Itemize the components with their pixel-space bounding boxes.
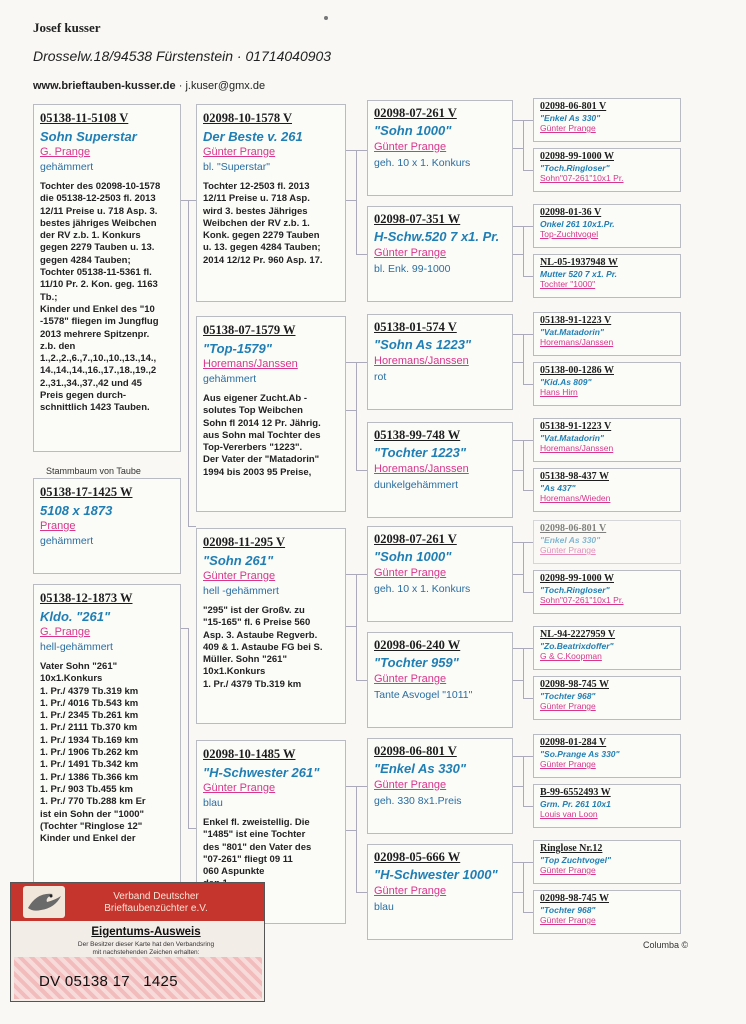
ring-number: 02098-07-261 V — [374, 532, 457, 546]
pigeon-name: Sohn Superstar — [40, 129, 137, 144]
breeder: Sohn"07-261"10x1 Pr. — [540, 595, 624, 605]
description: Tochter 12-2503 fl. 2013 12/11 Preise u. 718 Asp. wird 3. bestes Jähriges Weibchen der RV z.b. 1. Konk. gegen 2279 Tauben u. 13. gegen 4284 Tauben; 2014 12/12 Pr. 960 Asp. 17. — [203, 181, 323, 266]
connector-line — [356, 470, 367, 471]
breeder: Günter Prange — [374, 247, 447, 259]
connector-line — [188, 526, 196, 527]
connector-line — [356, 786, 357, 892]
pigeon-name: Onkel 261 10x1.Pr. — [540, 219, 615, 229]
ancestor-card — [533, 520, 681, 564]
pigeon-name: "Top-1579" — [203, 341, 272, 356]
connector-line — [356, 254, 367, 255]
dot-mark — [324, 16, 328, 20]
ring-number: 05138-12-1873 W — [40, 591, 133, 605]
pigeon-name: "Vat.Matadorin" — [540, 327, 604, 337]
connector-line — [346, 200, 356, 201]
breeder: Tochter "1000" — [540, 279, 596, 289]
pigeon-name: "Tochter 1223" — [374, 445, 467, 460]
color: gehämmert — [40, 535, 94, 547]
breeder: Günter Prange — [203, 570, 276, 582]
breeder: Hans Hirn — [540, 387, 578, 397]
breeder: Günter Prange — [374, 567, 447, 579]
breeder: Günter Prange — [374, 779, 447, 791]
stammbaum-label: Stammbaum von Taube — [46, 466, 141, 476]
footer-brand: Columba © — [643, 940, 689, 950]
pigeon-name: "Kid.As 809" — [540, 377, 592, 387]
ring-number: 05138-91-1223 V — [540, 315, 612, 326]
card-title: Eigentums-Ausweis — [91, 926, 201, 938]
connector-line — [523, 384, 533, 385]
pigeon-name: "Enkel As 330" — [540, 113, 601, 123]
breeder: Louis van Loon — [540, 809, 598, 819]
email-link[interactable]: j.kuser@gmx.de — [185, 80, 266, 92]
connector-line — [523, 592, 533, 593]
color: geh. 10 x 1. Konkurs — [374, 157, 471, 169]
breeder: Günter Prange — [203, 782, 276, 794]
connector-line — [346, 626, 356, 627]
connector-line — [356, 574, 357, 680]
breeder: Günter Prange — [540, 759, 596, 769]
pigeon-name: "Toch.Ringloser" — [540, 585, 610, 595]
ring-number: 02098-06-240 W — [374, 638, 461, 652]
grandparent-card — [367, 632, 513, 728]
ring-number: 02098-07-351 W — [374, 212, 461, 226]
ring-number: 02098-05-666 W — [374, 850, 461, 864]
grandparent-card — [367, 422, 513, 518]
connector-line — [346, 410, 356, 411]
pigeon-name: H-Schw.520 7 x1. Pr. — [374, 229, 500, 244]
ancestor-card — [533, 840, 681, 884]
ring-number: 02098-06-801 V — [374, 744, 457, 758]
ring-number: 05138-17-1425 W — [40, 485, 133, 499]
color: hell-gehämmert — [40, 641, 113, 653]
ring-number: 05138-07-1579 W — [203, 323, 296, 337]
ownership-card — [10, 882, 265, 1002]
ancestor-card — [533, 468, 681, 512]
ring-number: 05138-91-1223 V — [540, 421, 612, 432]
connector-line — [356, 362, 357, 470]
pigeon-name: "So.Prange As 330" — [540, 749, 620, 759]
pigeon-name: "As 437" — [540, 483, 576, 493]
parent-card — [196, 528, 346, 724]
color: geh. 10 x 1. Konkurs — [374, 583, 471, 595]
description: "295" ist der Großv. zu "15-165" fl. 6 Preise 560 Asp. 3. Astaube Regverb. 409 & 1. Astaube FG bei S. Müller. Sohn "261" 10x1.Konkurs 1. Pr./ 4379 Tb.319 km — [203, 605, 323, 690]
breeder: G & C.Koopman — [540, 651, 602, 661]
breeder: Günter Prange — [540, 865, 596, 875]
card-ring-id: DV 05138 17 1425 — [39, 973, 178, 990]
pigeon-name: "H-Schwester 261" — [203, 765, 320, 780]
mate-card — [33, 478, 181, 574]
pigeon-name: Der Beste v. 261 — [203, 129, 303, 144]
grandparent-card — [367, 206, 513, 302]
separator: · — [178, 80, 183, 92]
color: bl. Enk. 99-1000 — [374, 263, 451, 275]
ancestor-card — [533, 312, 681, 356]
pigeon-logo-icon — [23, 886, 65, 918]
ring-number: 02098-11-295 V — [203, 535, 286, 549]
connector-line — [513, 892, 523, 893]
ring-number: 02098-99-1000 W — [540, 151, 614, 162]
ring-number: 02098-07-261 V — [374, 106, 457, 120]
ancestor-card — [533, 254, 681, 298]
connector-line — [188, 200, 189, 526]
breeder: Günter Prange — [540, 701, 596, 711]
description: Aus eigener Zucht.Ab - solutes Top Weibchen Sohn fl 2014 12 Pr. Jährig. aus Sohn mal Tochter des Top-Vererbers "1223". Der Vater der "Matadorin" 1994 bis 2003 95 Preise, — [203, 393, 321, 478]
connector-line — [188, 828, 196, 829]
pigeon-name: "Enkel As 330" — [540, 535, 601, 545]
color: blau — [203, 797, 223, 809]
connector-line — [523, 806, 533, 807]
ancestor-card — [533, 148, 681, 192]
pigeon-name: "Tochter 968" — [540, 905, 596, 915]
breeder: G. Prange — [40, 146, 91, 158]
ring-number: Ringlose Nr.12 — [540, 843, 603, 854]
ancestor-card — [533, 570, 681, 614]
connector-line — [523, 276, 533, 277]
connector-line — [513, 470, 523, 471]
connector-line — [356, 150, 357, 254]
ring-number: 02098-06-801 V — [540, 523, 607, 534]
connector-line — [513, 680, 523, 681]
ring-number: 02098-01-36 V — [540, 207, 602, 218]
breeder: Günter Prange — [374, 141, 447, 153]
owner-address: Drosselw.18/94538 Fürstenstein · 01714040903 — [33, 48, 332, 64]
pigeon-name: "Sohn 261" — [203, 553, 274, 568]
connector-line — [523, 648, 524, 698]
ring-number: 02098-10-1485 W — [203, 747, 296, 761]
breeder: Horemans/Janssen — [540, 337, 614, 347]
color: bl. "Superstar" — [203, 161, 270, 173]
breeder: Günter Prange — [374, 673, 447, 685]
connector-line — [523, 120, 524, 170]
pigeon-name: Grm. Pr. 261 10x1 — [540, 799, 611, 809]
ring-number: 02098-99-1000 W — [540, 573, 614, 584]
ancestor-card — [533, 204, 681, 248]
grandparent-card — [367, 844, 513, 940]
connector-line — [523, 542, 524, 592]
connector-line — [181, 628, 188, 629]
ring-number: 02098-10-1578 V — [203, 111, 293, 125]
pigeon-name: "Zo.Beatrixdoffer" — [540, 641, 614, 651]
description: Vater Sohn "261" 10x1.Konkurs 1. Pr./ 4379 Tb.319 km 1. Pr./ 4016 Tb.543 km 1. Pr./ 2345 Tb.261 km 1. Pr./ 2111 Tb.370 km 1. Pr./ 1934 Tb.169 km 1. Pr./ 1906 Tb.262 km 1. Pr./ 1491 Tb.342 km 1. Pr./ 1386 Tb.366 km 1. Pr./ 903 Tb.455 km 1. Pr./ 770 Tb.288 km Er ist ein Sohn der "1000" (Tochter "Ringlose 12" Kinder und Enkel der — [40, 661, 146, 845]
main-pigeon-card — [33, 104, 181, 452]
connector-line — [523, 170, 533, 171]
connector-line — [523, 226, 524, 276]
ring-number: 05138-11-5108 V — [40, 111, 129, 125]
pigeon-name: "Top Zuchtvogel" — [540, 855, 612, 865]
pigeon-name: Kldo. "261" — [40, 609, 111, 624]
card-text: Der Besitzer dieser Karte hat den Verbandsring mit nachstehenden Zeichen erhalten: — [77, 941, 215, 956]
color: dunkelgehämmert — [374, 479, 459, 491]
breeder: Horemans/Janssen — [374, 355, 469, 367]
contact-line — [33, 80, 265, 92]
website-link[interactable]: www.brieftauben-kusser.de — [33, 80, 176, 92]
pigeon-name: "Sohn As 1223" — [374, 337, 472, 352]
breeder: Günter Prange — [540, 545, 596, 555]
breeder: Günter Prange — [540, 123, 596, 133]
pigeon-name: "Sohn 1000" — [374, 123, 452, 138]
connector-line — [523, 698, 533, 699]
connector-line — [346, 830, 356, 831]
ancestor-card — [533, 676, 681, 720]
pigeon-name: "Tochter 959" — [374, 655, 459, 670]
ring-number: 05138-99-748 W — [374, 428, 461, 442]
pigeon-name: Mutter 520 7 x1. Pr. — [540, 269, 618, 279]
ring-number: 05138-98-437 W — [540, 471, 609, 482]
pigeon-name: "Vat.Matadorin" — [540, 433, 604, 443]
grandparent-card — [367, 314, 513, 410]
color: hell -gehämmert — [203, 585, 279, 597]
pigeon-name: 5108 x 1873 — [40, 503, 113, 518]
connector-line — [356, 680, 367, 681]
grandparent-card — [367, 738, 513, 834]
ancestor-card — [533, 890, 681, 934]
connector-line — [513, 254, 523, 255]
breeder: Horemans/Janssen — [540, 443, 614, 453]
dam-card — [33, 584, 181, 884]
breeder: Günter Prange — [374, 885, 447, 897]
color: gehämmert — [203, 373, 257, 385]
breeder: Horemans/Wieden — [540, 493, 611, 503]
breeder: Prange — [40, 520, 76, 532]
connector-line — [513, 362, 523, 363]
ring-number: NL-05-1937948 W — [540, 257, 618, 268]
ancestor-card — [533, 98, 681, 142]
connector-line — [356, 892, 367, 893]
ancestor-card — [533, 362, 681, 406]
pigeon-name: "Sohn 1000" — [374, 549, 452, 564]
parent-card — [196, 316, 346, 512]
connector-line — [523, 862, 524, 912]
ring-number: 02098-01-284 V — [540, 737, 607, 748]
ancestor-card — [533, 418, 681, 462]
connector-line — [523, 334, 524, 384]
ring-number: NL-94-2227959 V — [540, 629, 616, 640]
connector-line — [523, 440, 524, 490]
connector-line — [523, 912, 533, 913]
connector-line — [523, 490, 533, 491]
color: gehämmert — [40, 161, 94, 173]
parent-card — [196, 104, 346, 302]
color: blau — [374, 901, 394, 913]
breeder: G. Prange — [40, 626, 91, 638]
pigeon-name: "Enkel As 330" — [374, 761, 467, 776]
owner-name: Josef kusser — [33, 20, 101, 35]
color: geh. 330 8x1.Preis — [374, 795, 462, 807]
ring-number: 05138-01-574 V — [374, 320, 457, 334]
grandparent-card — [367, 100, 513, 196]
breeder: Sohn"07-261"10x1 Pr. — [540, 173, 624, 183]
ancestor-card — [533, 734, 681, 778]
color: Tante Asvogel "1011" — [374, 689, 473, 701]
breeder: Horemans/Janssen — [203, 358, 298, 370]
connector-line — [188, 628, 189, 828]
ring-number: 02098-98-745 W — [540, 679, 609, 690]
description: Tochter des 02098-10-1578 die 05138-12-2503 fl. 2013 12/11 Preise u. 718 Asp. 3. bestes jähriges Weibchen der RV z.b. 1. Konkurs gegen 2279 Tauben u. 13. gegen 4284 Tauben; Tochter 05138-11-5361 fl. 11/10 Pr. 2. Kon. geg. 1163 Tb.; Kinder und Enkel des "10 -1578" fliegen im Jungflug 2013 mehrere Spitzenpr. z.b. den 1.,2.,2.,6.,7.,10.,10.,13.,14., 14.,14.,14.,16.,17.,18.,19.,2 2.,31.,34.,37.,42 und 45 Preis gegen durch- schnittlich 1423 Tauben. — [40, 181, 161, 414]
connector-line — [513, 574, 523, 575]
ring-number: 05138-00-1286 W — [540, 365, 614, 376]
connector-line — [523, 756, 524, 806]
ancestor-card — [533, 784, 681, 828]
pigeon-name: "Tochter 968" — [540, 691, 596, 701]
connector-line — [513, 786, 523, 787]
ancestor-card — [533, 626, 681, 670]
pigeon-name: "Toch.Ringloser" — [540, 163, 610, 173]
ring-number: 02098-98-745 W — [540, 893, 609, 904]
pigeon-name: "H-Schwester 1000" — [374, 867, 498, 882]
connector-line — [188, 420, 189, 421]
ring-number: B-99-6552493 W — [540, 787, 611, 798]
breeder: Günter Prange — [203, 146, 276, 158]
description: Enkel fl. zweistellig. Die "1485" ist eine Tochter des "801" den Vater des "07-261" fliegt 09 11 060 Aspunkte — [203, 817, 312, 878]
breeder: Günter Prange — [540, 915, 596, 925]
grandparent-card — [367, 526, 513, 622]
card-header — [11, 883, 264, 921]
color: rot — [374, 371, 387, 383]
breeder: Horemans/Janssen — [374, 463, 469, 475]
connector-line — [513, 148, 523, 149]
card-organization: Verband Deutscher Brieftaubenzüchter e.V. — [104, 891, 208, 914]
breeder: Top-Zuchtvogel — [540, 229, 599, 239]
ring-number: 02098-06-801 V — [540, 101, 607, 112]
